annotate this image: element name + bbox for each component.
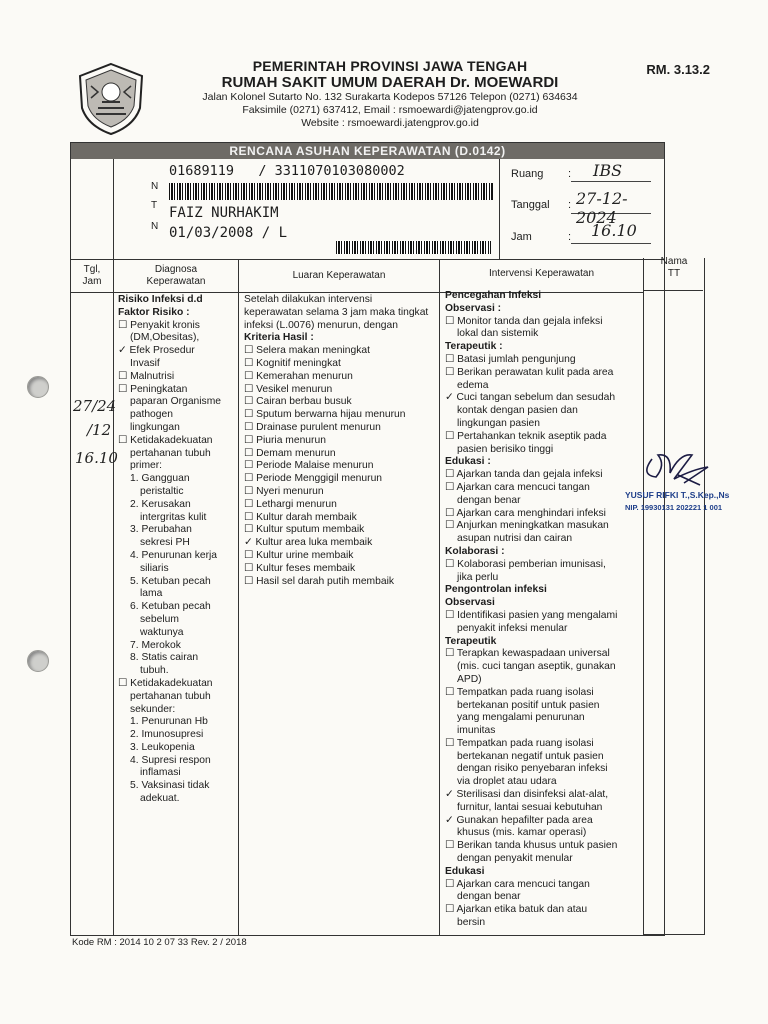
intervensi-line: ☐ Ajarkan cara mencuci tangan bbox=[445, 481, 590, 493]
jam-label: Jam bbox=[511, 231, 532, 243]
patient-record-number: 01689119 / 3311070103080002 bbox=[169, 163, 405, 179]
luaran-line: ☐ Lethargi menurun bbox=[244, 498, 337, 510]
nama-header-rule bbox=[643, 290, 703, 291]
diagnosa-line: primer: bbox=[130, 460, 163, 472]
header-address: Jalan Kolonel Sutarto No. 132 Surakarta Kodepos 57126 Telepon (0271) 634634 bbox=[202, 91, 578, 103]
col-header-nama: Nama TT bbox=[660, 256, 688, 279]
intervensi-line: ☐ Tempatkan pada ruang isolasi bbox=[445, 686, 594, 698]
col-header-tgl bbox=[71, 260, 113, 293]
luaran-line: ☐ Periode Menggigil menurun bbox=[244, 473, 383, 485]
intervensi-line: ☐ Ajarkan tanda dan gejala infeksi bbox=[445, 469, 603, 481]
luaran-line: ☐ Drainase purulent menurun bbox=[244, 421, 381, 433]
intervensi-line: bersin bbox=[457, 917, 486, 929]
intervensi-line: edema bbox=[457, 379, 489, 391]
col-header-luaran bbox=[239, 260, 439, 293]
tanggal-value: 27-12-2024 bbox=[576, 189, 628, 227]
luaran-line: keperawatan selama 3 jam maka tingkat bbox=[244, 306, 429, 318]
diagnosa-line: Faktor Risiko : bbox=[118, 306, 190, 318]
intervensi-line: ☐ Tempatkan pada ruang isolasi bbox=[445, 737, 594, 749]
col-header-intervensi bbox=[440, 260, 643, 293]
luaran-line: ☐ Periode Malaise menurun bbox=[244, 460, 374, 472]
jam-colon: : bbox=[568, 231, 572, 243]
luaran-line: ☐ Cairan berbau busuk bbox=[244, 396, 352, 408]
ruang-line bbox=[571, 181, 651, 182]
barcode-bottom bbox=[336, 241, 491, 254]
intervensi-line: ☐ Batasi jumlah pengunjung bbox=[445, 353, 576, 365]
punch-hole-bottom bbox=[27, 650, 49, 672]
diagnosa-line: 8. Statis cairan bbox=[130, 652, 199, 664]
diagnosa-line: 3. Perubahan bbox=[130, 524, 192, 536]
intervensi-line: furnitur, lantai sesuai kebutuhan bbox=[457, 801, 603, 813]
luaran-line: ☐ Sputum berwarna hijau menurun bbox=[244, 409, 406, 421]
diagnosa-line: sebelum bbox=[140, 613, 179, 625]
tgl-handwritten-time: 16.10 bbox=[75, 449, 118, 467]
barcode-top bbox=[169, 183, 493, 200]
diagnosa-line: waktunya bbox=[140, 626, 184, 638]
diagnosa-line: peristaltic bbox=[140, 485, 184, 497]
form-title-banner: RENCANA ASUHAN KEPERAWATAN (D.0142) bbox=[71, 143, 664, 159]
luaran-line: Setelah dilakukan intervensi bbox=[244, 294, 373, 305]
intervensi-line: Pencegahan Infeksi bbox=[445, 290, 542, 301]
diagnosa-line: pathogen bbox=[130, 409, 173, 421]
diagnosa-line: ☐ Malnutrisi bbox=[118, 370, 175, 382]
diagnosa-line: 4. Penurunan kerja bbox=[130, 549, 218, 561]
diagnosa-line: adekuat. bbox=[140, 793, 180, 805]
luaran-column bbox=[244, 294, 438, 588]
diagnosa-line: inflamasi bbox=[140, 767, 181, 779]
intervensi-line: Edukasi bbox=[445, 865, 485, 877]
luaran-line: ☐ Kultur sputum membaik bbox=[244, 524, 365, 536]
intervensi-line: ☐ Identifikasi pasien yang mengalami bbox=[445, 609, 618, 621]
luaran-line: ☐ Piuria menurun bbox=[244, 434, 326, 446]
header-province: PEMERINTAH PROVINSI JAWA TENGAH bbox=[252, 58, 528, 74]
intervensi-line: APD) bbox=[457, 673, 482, 685]
diagnosa-line: 6. Ketuban pecah bbox=[130, 601, 211, 613]
diagnosa-line: 1. Gangguan bbox=[130, 473, 190, 485]
diagnosa-line: 2. Kerusakan bbox=[130, 498, 191, 510]
diagnosa-line: Risiko Infeksi d.d bbox=[118, 294, 203, 305]
intervensi-line: Observasi : bbox=[445, 302, 502, 314]
intervensi-line: dengan benar bbox=[457, 494, 521, 506]
intervensi-line: ☐ Berikan perawatan kulit pada area bbox=[445, 366, 614, 378]
luaran-line: ☐ Kultur urine membaik bbox=[244, 549, 354, 561]
header-website: Website : rsmoewardi.jatengprov.go.id bbox=[301, 117, 479, 129]
intervensi-line: dengan penyakit menular bbox=[457, 853, 573, 865]
intervensi-line: lokal dan sistemik bbox=[457, 328, 539, 340]
diagnosa-line: tubuh. bbox=[140, 665, 169, 677]
col-header-intervensi-text: Intervensi Keperawatan bbox=[488, 268, 595, 279]
intervensi-line: khusus (mis. kamar operasi) bbox=[457, 827, 587, 839]
diagnosa-line: 7. Merokok bbox=[130, 639, 181, 651]
diagnosa-line: ☐ Peningkatan bbox=[118, 383, 188, 395]
intervensi-line: ☐ Monitor tanda dan gejala infeksi bbox=[445, 315, 603, 327]
nama-tt-column bbox=[643, 258, 705, 935]
patient-identity-block bbox=[71, 159, 664, 260]
intervensi-line: yang mengalami penurunan bbox=[457, 712, 585, 724]
ntn-letter-1: N bbox=[151, 181, 159, 192]
intervensi-line: Edukasi : bbox=[445, 456, 491, 468]
diagnosa-line: Invasif bbox=[130, 357, 160, 369]
luaran-line: ☐ Kultur feses membaik bbox=[244, 562, 356, 574]
intervensi-line: ✓ Sterilisasi dan disinfeksi alat-alat, bbox=[445, 789, 609, 801]
luaran-line: infeksi (L.0076) menurun, dengan bbox=[244, 319, 398, 331]
diagnosa-line: paparan Organisme bbox=[130, 396, 222, 408]
intervensi-line: bertekanan negatif untuk pasien bbox=[457, 750, 604, 762]
diagnosa-line: lingkungan bbox=[130, 421, 180, 433]
intervensi-line: ☐ Pertahankan teknik aseptik pada bbox=[445, 430, 607, 442]
ntn-letter-2: T bbox=[151, 200, 158, 211]
col-header-tgl-text: Tgl, Jam bbox=[82, 264, 102, 287]
luaran-line: ☐ Vesikel menurun bbox=[244, 383, 333, 395]
intervensi-line: Pengontrolan infeksi bbox=[445, 584, 547, 596]
luaran-line: ☐ Kultur darah membaik bbox=[244, 511, 357, 523]
diagnosa-line: pertahanan tubuh bbox=[130, 447, 211, 459]
ruang-label: Ruang bbox=[511, 168, 544, 180]
intervensi-line: bertekanan positif untuk pasien bbox=[457, 699, 600, 711]
diagnosa-column bbox=[118, 294, 236, 806]
intervensi-line: lingkungan pasien bbox=[457, 417, 541, 429]
intervensi-line: penyakit infeksi menular bbox=[457, 622, 568, 634]
diagnosa-line: lama bbox=[140, 588, 163, 600]
intervensi-line: ✓ Gunakan hepafilter pada area bbox=[445, 814, 593, 826]
luaran-line: ✓ Kultur area luka membaik bbox=[244, 537, 373, 549]
diagnosa-line: ✓ Efek Prosedur bbox=[118, 345, 195, 357]
header-fax-email: Faksimile (0271) 637412, Email : rsmoewardi@jatengprov.go.id bbox=[242, 104, 538, 116]
luaran-line: Kriteria Hasil : bbox=[244, 332, 314, 344]
intervensi-line: dengan benar bbox=[457, 891, 521, 903]
intervensi-line: ☐ Berikan tanda khusus untuk pasien bbox=[445, 840, 618, 852]
intervensi-line: Terapeutik bbox=[445, 635, 497, 647]
intervensi-column bbox=[445, 290, 641, 930]
intervensi-line: kontak dengan pasien dan bbox=[457, 405, 578, 417]
intervensi-line: ☐ Kolaborasi pemberian imunisasi, bbox=[445, 558, 606, 570]
diagnosa-line: 1. Penurunan Hb bbox=[130, 716, 208, 728]
punch-hole-top bbox=[27, 376, 49, 398]
diagnosa-line: pertahanan tubuh bbox=[130, 690, 211, 702]
diagnosa-line: sekresi PH bbox=[140, 537, 190, 549]
luaran-line: ☐ Demam menurun bbox=[244, 447, 336, 459]
form-code-footer: Kode RM : 2014 10 2 07 33 Rev. 2 / 2018 bbox=[72, 937, 247, 948]
diagnosa-line: 4. Supresi respon bbox=[130, 754, 211, 766]
intervensi-line: ☐ Ajarkan cara menghindari infeksi bbox=[445, 507, 606, 519]
diagnosa-line: 2. Imunosupresi bbox=[130, 729, 204, 741]
luaran-line: ☐ Nyeri menurun bbox=[244, 485, 324, 497]
header-hospital-name: RUMAH SAKIT UMUM DAERAH Dr. MOEWARDI bbox=[221, 74, 559, 91]
tanggal-label: Tanggal bbox=[511, 199, 550, 211]
intervensi-line: pasien berisiko tinggi bbox=[457, 443, 554, 455]
patient-name: FAIZ NURHAKIM bbox=[169, 205, 279, 221]
diagnosa-line: ☐ Ketidakadekuatan bbox=[118, 677, 213, 689]
intervensi-line: (mis. cuci tangan aseptik, gunakan bbox=[457, 661, 616, 673]
province-emblem-icon bbox=[76, 62, 146, 136]
diagnosa-line: ☐ Penyakit kronis bbox=[118, 319, 200, 331]
divider-3 bbox=[439, 260, 440, 935]
patient-dob-sex: 01/03/2008 / L bbox=[169, 225, 288, 241]
care-plan-table bbox=[70, 142, 665, 936]
intervensi-line: Kolaborasi : bbox=[445, 545, 505, 557]
intervensi-line: ☐ Ajarkan etika batuk dan atau bbox=[445, 904, 588, 916]
diagnosa-line: (DM,Obesitas), bbox=[130, 332, 200, 344]
ruang-colon: : bbox=[568, 168, 572, 180]
nurse-nip: NIP. 19930131 202221 1 001 bbox=[625, 503, 723, 512]
ntn-letter-3: N bbox=[151, 221, 159, 232]
diagnosa-line: sekunder: bbox=[130, 703, 176, 715]
intervensi-line: ✓ Cuci tangan sebelum dan sesudah bbox=[445, 392, 616, 404]
tanggal-colon: : bbox=[568, 199, 572, 211]
intervensi-line: jika perlu bbox=[457, 571, 499, 583]
tgl-handwritten-month: /12 bbox=[87, 421, 112, 439]
diagnosa-line: 3. Leukopenia bbox=[130, 741, 195, 753]
intervensi-line: dengan risiko penyebaran infeksi bbox=[457, 763, 608, 775]
ruang-value: IBS bbox=[593, 161, 623, 180]
letterhead bbox=[70, 52, 710, 144]
diagnosa-line: 5. Vaksinasi tidak bbox=[130, 780, 210, 792]
intervensi-line: ☐ Anjurkan meningkatkan masukan bbox=[445, 520, 609, 532]
luaran-line: ☐ Hasil sel darah putih membaik bbox=[244, 575, 395, 587]
tgl-handwritten-date: 27/24 bbox=[73, 397, 117, 415]
intervensi-line: asupan nutrisi dan cairan bbox=[457, 533, 573, 545]
diagnosa-line: intergritas kulit bbox=[140, 511, 207, 523]
intervensi-line: imunitas bbox=[457, 725, 496, 737]
rm-code: RM. 3.13.2 bbox=[646, 62, 710, 77]
divider-1 bbox=[113, 260, 114, 935]
diagnosa-line: siliaris bbox=[140, 562, 169, 574]
col-header-diagnosa-text: Diagnosa Keperawatan bbox=[146, 264, 206, 287]
jam-line bbox=[571, 243, 651, 244]
luaran-line: ☐ Selera makan meningkat bbox=[244, 345, 370, 357]
luaran-line: ☐ Kognitif meningkat bbox=[244, 357, 341, 369]
col-header-luaran-text: Luaran Keperawatan bbox=[292, 270, 386, 281]
diagnosa-line: ☐ Ketidakadekuatan bbox=[118, 434, 213, 446]
intervensi-line: ☐ Terapkan kewaspadaan universal bbox=[445, 648, 610, 660]
divider-2 bbox=[238, 260, 239, 935]
nurse-signature-name: YUSUF RIFKI T.,S.Kep.,Ns bbox=[625, 490, 730, 500]
diagnosa-line: 5. Ketuban pecah bbox=[130, 575, 211, 587]
luaran-line: ☐ Kemerahan menurun bbox=[244, 370, 353, 382]
intervensi-line: Observasi bbox=[445, 597, 495, 609]
intervensi-line: via droplet atau udara bbox=[457, 776, 557, 788]
intervensi-line: ☐ Ajarkan cara mencuci tangan bbox=[445, 878, 590, 890]
col-header-diagnosa bbox=[114, 260, 238, 293]
jam-value: 16.10 bbox=[591, 221, 637, 240]
intervensi-line: Terapeutik : bbox=[445, 341, 503, 353]
